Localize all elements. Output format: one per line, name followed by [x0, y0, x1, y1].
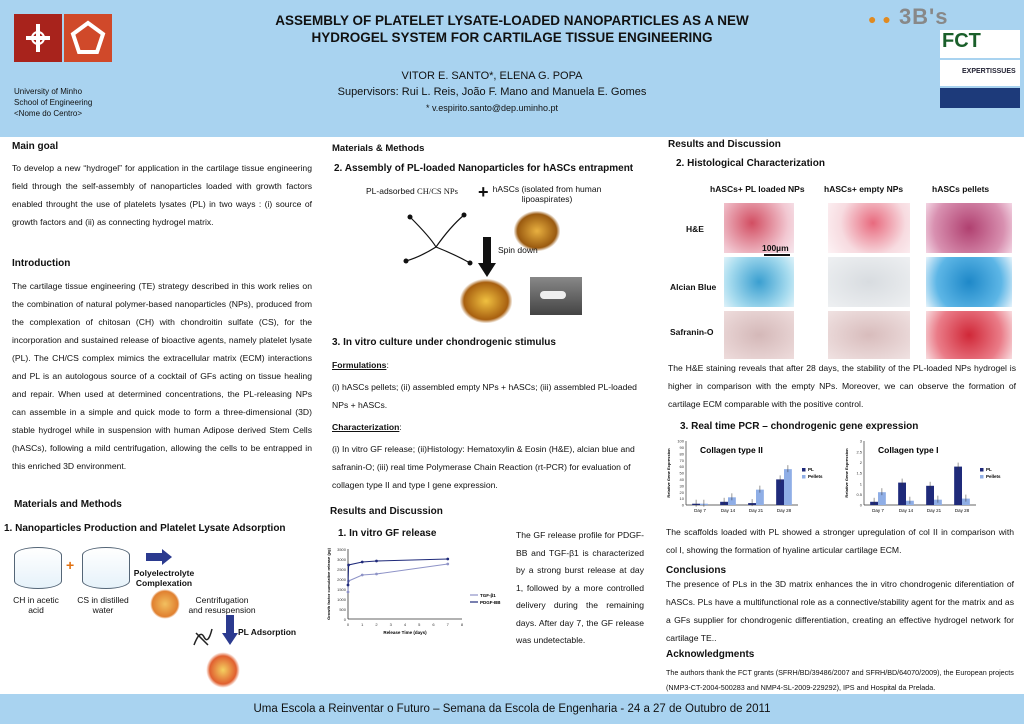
hascs-label [492, 184, 602, 204]
he-empty-micrograph [828, 203, 910, 253]
column-3 [664, 137, 1024, 694]
y-tick-label: 0 [681, 502, 684, 508]
logo-fct: FCT [940, 30, 1020, 58]
pl-adsorption-label: PL Adsorption [238, 627, 297, 637]
title-line-1: ASSEMBLY OF PLATELET LYSATE-LOADED NANOPARTICLES AS A NEW [275, 13, 749, 28]
main-goal-text: To develop a new “hydrogel” for application in the cartilage tissue engineering field through the self-assembly of nanoparticles loaded with growth factors enabled throught the use of platelets lysates (PL) in two ways : (i) source of growth factors and (ii) as connecting hydrogel matrix. [12, 163, 312, 227]
logo-3bs: ● ● 3B's [868, 4, 949, 29]
x-tick-label: Day 21 [748, 508, 764, 513]
y-axis-label: Growth factor cumulative release (pg) [326, 548, 331, 620]
aff-centre: <Nome do Centro> [14, 109, 83, 118]
gf-release-chart [324, 543, 512, 643]
pcr-text: The scaffolds loaded with PL showed a stronger upregulation of col II in comparison with col I, showing the formation of hyaline articular cartilage ECM. [666, 527, 1014, 555]
title-line-2: HYDROGEL SYSTEM FOR CARTILAGE TISSUE ENGINEERING [311, 30, 713, 45]
introduction-text: The cartilage tissue engineering (TE) strategy described in this work relies on the combination of natural polymer-based nanoparticles (NPs), produced from the complexation of chitosan (CH) with chondroitin sulfate (CS), for the incorporation and sustained release of bioactive agents, namely platelet lysate (PL). The CH/CS complex mimics the extracellular matrix (ECM) interactions and PL is an autologous source of a cocktail of GFs acting on tissue healing and repair. When used at determined concentrations, the PL-releasing NPs can assemble in a simple and quick mode to form a three-dimensional (3D) stable hydrogel while in suspension with human Adipose derived Stem Cells (hASCs), following a mild centrifugation, allowing the cells to be entrapped in this enriched 3D environment. [12, 281, 312, 471]
aff-university: University of Minho [14, 87, 83, 96]
y-tick-label: 30 [679, 483, 684, 489]
y-tick-label: 100 [677, 438, 684, 444]
plus-sign-2: + [478, 182, 489, 202]
mm-subheading-1: 1. Nanoparticles Production and Platelet Lysate Adsorption [4, 523, 286, 534]
y-tick-label: 3500 [337, 547, 346, 552]
y-tick-label: 2 [859, 459, 862, 465]
data-point [361, 561, 364, 564]
histology-text: The H&E staining reveals that after 28 days, the stability of the PL-loaded NPs hydrogel is higher in comparison with the empty NPs. Moreover, we can observe the formation of cartilage ECM comparable with the positive control. [668, 363, 1016, 409]
row-safranin: Safranin-O [670, 327, 714, 337]
y-tick-label: 1500 [337, 587, 346, 592]
cs-label [70, 595, 136, 615]
y-tick-label: 1.5 [856, 470, 862, 476]
scale-bar-label: 100µm [762, 243, 789, 253]
chcs-text: CH/CS NPs [417, 186, 458, 196]
nanoparticles-image [150, 589, 180, 619]
pcr-subheading: 3. Real time PCR – chondrogenic gene expression [680, 421, 919, 432]
y-tick-label: 70 [679, 457, 684, 463]
pentagon-icon [64, 14, 112, 62]
formulations-text: (i) hASCs pellets; (ii) assembled empty NPs + hASCs; (iii) assembled PL-loaded NPs + hASCs. [332, 382, 637, 410]
data-point [375, 573, 378, 576]
poly-label [124, 568, 204, 588]
cs-label-2: water [92, 605, 114, 615]
hascs-line-1: hASCs (isolated from human [492, 184, 602, 194]
legend-label: Pellets [808, 474, 823, 479]
characterization-heading [332, 418, 402, 436]
x-tick-label: 2 [375, 622, 378, 627]
x-tick-label: Day 28 [776, 508, 792, 513]
ch-beaker [14, 547, 62, 589]
y-tick-label: 40 [679, 477, 684, 482]
y-tick-label: 0.5 [856, 491, 862, 497]
uminho-cross-icon [14, 14, 62, 62]
introduction-heading: Introduction [12, 258, 71, 269]
legend-label: PL [986, 467, 992, 472]
bar [954, 467, 962, 505]
histology-subheading: 2. Histological Characterization [676, 158, 825, 169]
data-point [375, 560, 378, 563]
poly-label-2: Complexation [135, 578, 193, 588]
cs-label-1: CS in distilled [77, 595, 129, 605]
results-heading-2: Results and Discussion [330, 506, 443, 517]
authors: VITOR E. SANTO*, ELENA G. POPA [401, 70, 583, 82]
y-axis-label: Relative Gene Expression [844, 448, 849, 498]
y-tick-label: 1000 [337, 597, 346, 602]
y-tick-label: 2.5 [856, 449, 862, 455]
y-tick-label: 3000 [337, 557, 346, 562]
legend-swatch [980, 475, 984, 479]
y-tick-label: 20 [679, 489, 684, 495]
acknowledgments-heading: Acknowledgments [666, 649, 755, 660]
logo-expertissues: EXPERTISSUES [940, 60, 1020, 86]
pl-adsorbed-text: PL-adsorbed [366, 186, 415, 196]
x-tick-label: 1 [361, 622, 364, 627]
authors-block [200, 68, 784, 116]
x-tick-label: 3 [389, 622, 392, 627]
data-point [361, 574, 364, 577]
legend-swatch [980, 468, 984, 472]
row-alcian: Alcian Blue [670, 282, 717, 292]
data-point [347, 591, 350, 594]
col-header-pellets: hASCs pellets [932, 184, 990, 194]
supervisors: Supervisors: Rui L. Reis, João F. Mano and Manuela E. Gomes [337, 86, 647, 98]
arrow-right-icon [146, 549, 172, 565]
legend-label: PDGF-BB [480, 599, 501, 605]
x-tick-label: 8 [460, 622, 464, 627]
safranin-pl-micrograph [724, 311, 794, 359]
data-point [446, 563, 449, 566]
legend-label: TGF-β1 [480, 592, 496, 598]
characterization-colon: : [399, 422, 402, 432]
he-pellets-micrograph [926, 203, 1012, 253]
x-tick-label: Day 7 [872, 508, 884, 513]
hydrogel-photo [530, 277, 582, 315]
arrow-down-icon-2 [478, 237, 496, 277]
poster-header [0, 0, 1024, 137]
assembly-subheading: 2. Assembly of PL-loaded Nanoparticles for hASCs entrapment [334, 163, 634, 174]
legend-label: PL [808, 467, 814, 472]
x-tick-label: 4 [403, 622, 407, 627]
poster-footer: Uma Escola a Reinventar o Futuro – Semana da Escola de Engenharia - 24 a 27 de Outubro de 2011 [0, 694, 1024, 724]
data-point [446, 558, 449, 561]
centri-label-2: and resuspension [188, 605, 256, 615]
y-tick-label: 10 [679, 496, 684, 502]
legend-label: Pellets [986, 474, 1001, 479]
centri-label-1: Centrifugation [195, 595, 249, 605]
mm-heading-1: Materials and Methods [14, 499, 122, 510]
y-tick-label: 0 [859, 502, 862, 508]
spin-down-label: Spin down [498, 245, 538, 255]
y-tick-label: 1 [859, 481, 862, 487]
pl-adsorbed-label [366, 186, 458, 196]
chart-title: Collagen type I [878, 445, 939, 455]
characterization-label: Characterization [332, 422, 400, 432]
uminho-logo [14, 14, 62, 62]
cs-beaker [82, 547, 130, 589]
aff-school: School of Engineering [14, 98, 93, 107]
y-tick-label: 2500 [337, 567, 346, 572]
x-tick-label: Day 14 [720, 508, 736, 513]
poly-label-1: Polyelectrolyte [133, 568, 195, 578]
pl-molecule-icon [190, 625, 214, 649]
gf-release-subheading: 1. In vitro GF release [338, 528, 437, 539]
nanoparticle-chains-image [400, 207, 474, 267]
release-text: The GF release profile for PDGF-BB and TGF-β1 is characterized by a strong burst release at day 1, followed by a more controlled delivery during the remaining days. After day 7, the GF release was undetectable. [516, 530, 644, 645]
y-tick-label: 3 [859, 438, 862, 444]
formulations-heading [332, 356, 389, 374]
legend-swatch [802, 468, 806, 472]
collagen-i-chart [842, 435, 1022, 525]
conclusions-heading: Conclusions [666, 565, 727, 576]
email: * v.espirito.santo@dep.uminho.pt [425, 103, 559, 113]
col-header-pl: hASCs+ PL loaded NPs [710, 184, 805, 194]
acknowledgments-text: The authors thank the FCT grants (SFRH/BD/39486/2007 and SFRH/BD/64070/2009), the European projects (NMP3-CT-2004-500283 and NMP4-SL-2009-229292), IPS and Hospital da Prelada. [666, 668, 1014, 692]
y-tick-label: 0 [343, 617, 346, 622]
data-point [347, 584, 350, 587]
y-tick-label: 50 [679, 470, 684, 476]
logo-3bs-text: 3B's [898, 4, 949, 29]
culture-subheading: 3. In vitro culture under chondrogenic stimulus [332, 337, 556, 348]
pl-nanoparticles-image [206, 652, 240, 688]
y-tick-label: 90 [679, 445, 684, 450]
plus-sign: + [66, 557, 75, 573]
poster-title [200, 12, 824, 46]
x-tick-label: Day 21 [926, 508, 942, 513]
engineering-logo [64, 14, 112, 62]
y-tick-label: 80 [679, 451, 684, 457]
ch-label [4, 595, 68, 615]
affiliation [14, 86, 92, 119]
alcian-empty-micrograph [828, 257, 910, 307]
series-line [348, 564, 448, 592]
x-tick-label: Day 28 [954, 508, 970, 513]
formulations-label: Formulations [332, 360, 387, 370]
x-tick-label: 6 [432, 622, 435, 627]
x-tick-label: 5 [418, 622, 421, 627]
arrow-down-icon [222, 615, 238, 645]
x-axis-label: Release Time (days) [383, 630, 427, 635]
y-tick-label: 2000 [337, 577, 346, 582]
y-tick-label: 60 [679, 464, 684, 470]
chart-title: Collagen type II [700, 445, 763, 455]
assembled-hydrogel-image [460, 279, 512, 323]
characterization-text: (i) In vitro GF release; (ii)Histology: Hematoxylin & Eosin (H&E), alcian blue and safranin-O; (iii) real time Polymerase Chain Reaction (rt-PCR) for evaluation of collagen type II and type I gene expression. [332, 444, 635, 490]
x-tick-label: 7 [446, 622, 449, 627]
row-he: H&E [686, 224, 704, 234]
conclusions-text: The presence of PLs in the 3D matrix enhances the in vitro chondrogenic diferentiation of hASCs. PLs have a multifunctional role as a connective/stability agent for the matrix and as a GFs supplier for chondrogenic differentiation, creating an effective hydrogel network for cartilage TE.. [666, 579, 1014, 643]
main-goal-heading: Main goal [12, 141, 59, 152]
bar [898, 483, 906, 505]
safranin-pellets-micrograph [926, 311, 1012, 359]
bar [784, 469, 792, 505]
legend-swatch [802, 475, 806, 479]
alcian-pl-micrograph [724, 257, 794, 307]
y-axis-label: Relative Gene Expression [666, 448, 671, 498]
safranin-empty-micrograph [828, 311, 910, 359]
x-tick-label: Day 14 [898, 508, 914, 513]
logo-ipq [940, 88, 1020, 108]
formulations-colon: : [386, 360, 389, 370]
scale-bar [764, 254, 790, 256]
col-header-empty: hASCs+ empty NPs [824, 184, 904, 194]
x-tick-label: 0 [346, 622, 350, 627]
ch-label-2: acid [28, 605, 44, 615]
column-1 [0, 137, 320, 694]
alcian-pellets-micrograph [926, 257, 1012, 307]
mm-heading-2: Materials & Methods [332, 143, 425, 154]
hascs-line-2: lipoaspirates) [521, 194, 573, 204]
x-tick-label: Day 7 [694, 508, 706, 513]
column-2 [322, 137, 662, 694]
results-heading-3: Results and Discussion [668, 139, 781, 150]
centrifugation-label [180, 595, 264, 615]
data-point [347, 564, 350, 567]
bar [776, 479, 784, 505]
ch-label-1: CH in acetic [13, 595, 59, 605]
y-tick-label: 500 [339, 607, 346, 612]
collagen-ii-chart [664, 435, 840, 525]
